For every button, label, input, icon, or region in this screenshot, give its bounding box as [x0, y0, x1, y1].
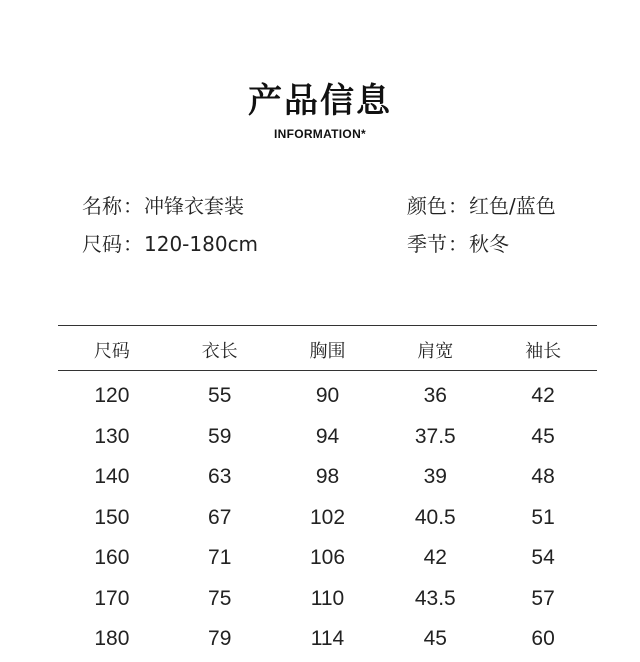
column-header: 肩宽 [417, 341, 454, 362]
table-cell: 130 [94, 424, 130, 448]
info-name [82, 192, 244, 220]
table-cell: 59 [208, 424, 232, 448]
info-separator: ： [448, 232, 468, 256]
table-cell: 71 [208, 546, 232, 570]
info-season-value: 秋冬 [469, 232, 509, 256]
table-cell: 54 [531, 546, 555, 570]
column-header: 衣长 [201, 341, 238, 362]
table-cell: 45 [423, 627, 447, 651]
info-separator: ： [123, 194, 143, 218]
table-cell: 37.5 [414, 424, 456, 448]
column-header: 尺码 [93, 341, 130, 362]
info-size-value: 120-180cm [144, 232, 259, 256]
info-season [407, 230, 509, 258]
table-cell: 106 [309, 546, 346, 570]
table-cell: 160 [94, 546, 130, 570]
table-cell: 36 [423, 384, 447, 408]
table-cell: 98 [315, 465, 340, 489]
table-cell: 57 [531, 586, 555, 610]
info-color [407, 192, 556, 220]
table-row [58, 498, 597, 539]
table-cell: 40.5 [414, 505, 456, 529]
info-season-label: 季节 [407, 232, 447, 256]
table-cell: 110 [310, 586, 345, 610]
info-name-label: 名称 [82, 194, 122, 218]
info-separator: ： [448, 194, 468, 218]
table-cell: 102 [309, 505, 346, 529]
table-cell: 51 [531, 505, 555, 529]
table-cell: 48 [531, 465, 555, 489]
table-cell: 180 [94, 627, 130, 651]
table-header-row [58, 330, 597, 370]
table-row [58, 376, 597, 417]
table-row [58, 579, 597, 620]
page-subtitle: INFORMATION* [273, 127, 367, 141]
table-row [58, 417, 597, 458]
column-header: 胸围 [309, 341, 346, 362]
table-cell: 75 [208, 586, 232, 610]
table-cell: 42 [531, 384, 555, 408]
table-cell: 43.5 [414, 586, 456, 610]
table-cell: 60 [531, 627, 555, 651]
size-chart-table [58, 330, 597, 660]
page-title: 产品信息 [248, 81, 392, 121]
table-row [58, 538, 597, 579]
info-color-value: 红色/蓝色 [469, 194, 556, 218]
table-cell: 45 [531, 424, 555, 448]
table-cell: 150 [94, 505, 130, 529]
info-name-value: 冲锋衣套装 [144, 194, 244, 218]
column-header: 袖长 [525, 341, 562, 362]
table-row [58, 619, 597, 660]
table-cell: 94 [315, 424, 340, 448]
table-top-rule [58, 325, 597, 326]
table-cell: 55 [208, 384, 232, 408]
table-cell: 39 [423, 465, 447, 489]
table-cell: 140 [94, 465, 130, 489]
table-cell: 42 [423, 546, 447, 570]
table-cell: 120 [94, 384, 130, 408]
table-cell: 170 [94, 586, 130, 610]
table-row [58, 457, 597, 498]
table-cell: 79 [208, 627, 232, 651]
info-size [82, 230, 258, 258]
info-size-label: 尺码 [82, 232, 122, 256]
table-cell: 63 [208, 465, 232, 489]
table-cell: 67 [208, 505, 232, 529]
table-cell: 114 [310, 627, 345, 651]
info-color-label: 颜色 [407, 194, 447, 218]
table-cell: 90 [315, 384, 340, 408]
info-separator: ： [123, 232, 143, 256]
